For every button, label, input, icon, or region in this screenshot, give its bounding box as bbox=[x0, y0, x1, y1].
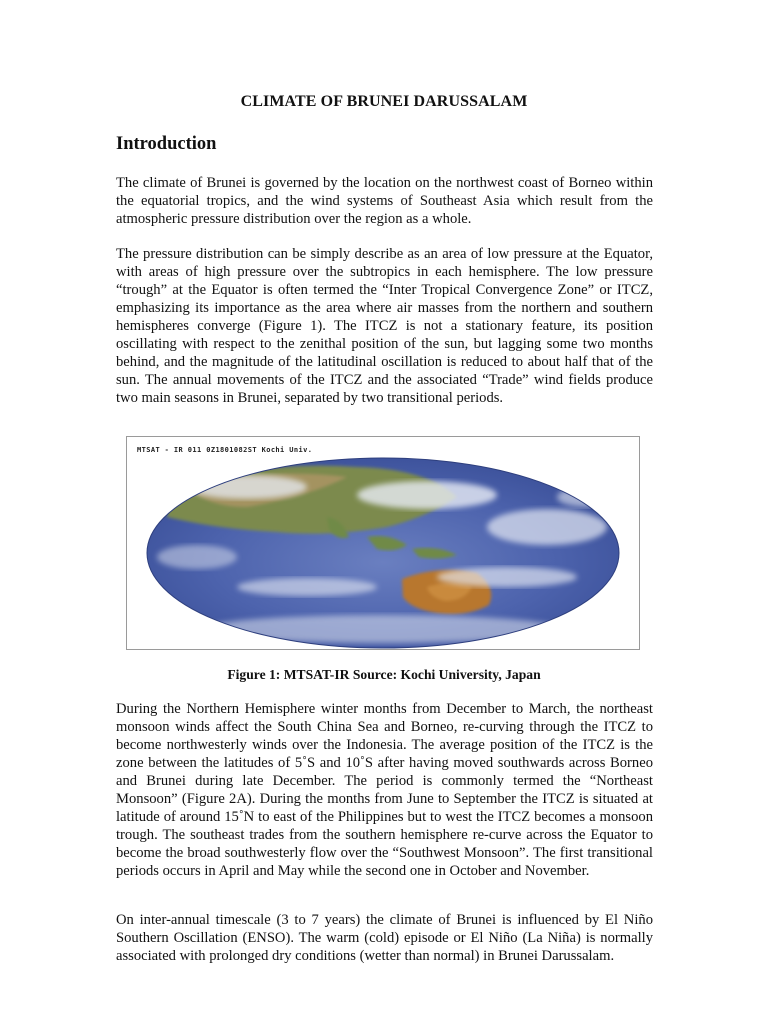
satellite-image-header: MTSAT - IR 011 0Z1801082ST Kochi Univ. bbox=[137, 446, 313, 454]
satellite-globe-image bbox=[127, 437, 639, 649]
document-title: CLIMATE OF BRUNEI DARUSSALAM bbox=[240, 93, 528, 110]
paragraph-3: During the Northern Hemisphere winter months from December to March, the northeast monsoon winds affect the South China Sea and Borneo, re-curving through the ITCZ to become northwesterly winds over the Indonesia. The average position of the ITCZ is the zone between the latitudes of 5˚S and 10˚S after having moved southwards across Borneo and Brunei during late December. The period is commonly termed the “Northeast Monsoon” (Figure 2A). During the months from June to September the ITCZ is situated at latitude of around 15˚N to east of the Philippines but to west the ITCZ becomes a monsoon trough. The southeast trades from the southern hemisphere re-curve across the Equator to become the broad southwesterly flow over the “Southwest Monsoon”. The first transitional periods occurs in April and May while the second one in October and November. bbox=[116, 701, 653, 879]
paragraph-2: The pressure distribution can be simply describe as an area of low pressure at the Equator, with areas of high pressure over the subtropics in each hemisphere. The low pressure “trough” at the Equator is often termed the “Inter Tropical Convergence Zone” or ITCZ, emphasizing its importance as the area where air masses from the northern and southern hemispheres converge (Figure 1). The ITCZ is not a stationary feature, its position oscillating with respect to the zenithal position of the sun, but lagging some two months behind, and the magnitude of the latitudinal oscillation is reduced to about half that of the sun. The annual movements of the ITCZ and the associated “Trade” wind fields produce two main seasons in Brunei, separated by two transitional periods. bbox=[116, 246, 653, 406]
figure-1-image bbox=[126, 436, 640, 650]
section-heading-introduction: Introduction bbox=[116, 134, 217, 154]
figure-1-caption: Figure 1: MTSAT-IR Source: Kochi University, Japan bbox=[227, 667, 541, 682]
paragraph-4: On inter-annual timescale (3 to 7 years) the climate of Brunei is influenced by El Niño Southern Oscillation (ENSO). The warm (cold) episode or El Niño (La Niña) is normally associated with prolonged dry conditions (wetter than normal) in Brunei Darussalam. bbox=[116, 912, 653, 964]
paragraph-1: The climate of Brunei is governed by the location on the northwest coast of Borneo within the equatorial tropics, and the wind systems of Southeast Asia which result from the atmospheric pressure distribution over the region as a whole. bbox=[116, 175, 653, 227]
